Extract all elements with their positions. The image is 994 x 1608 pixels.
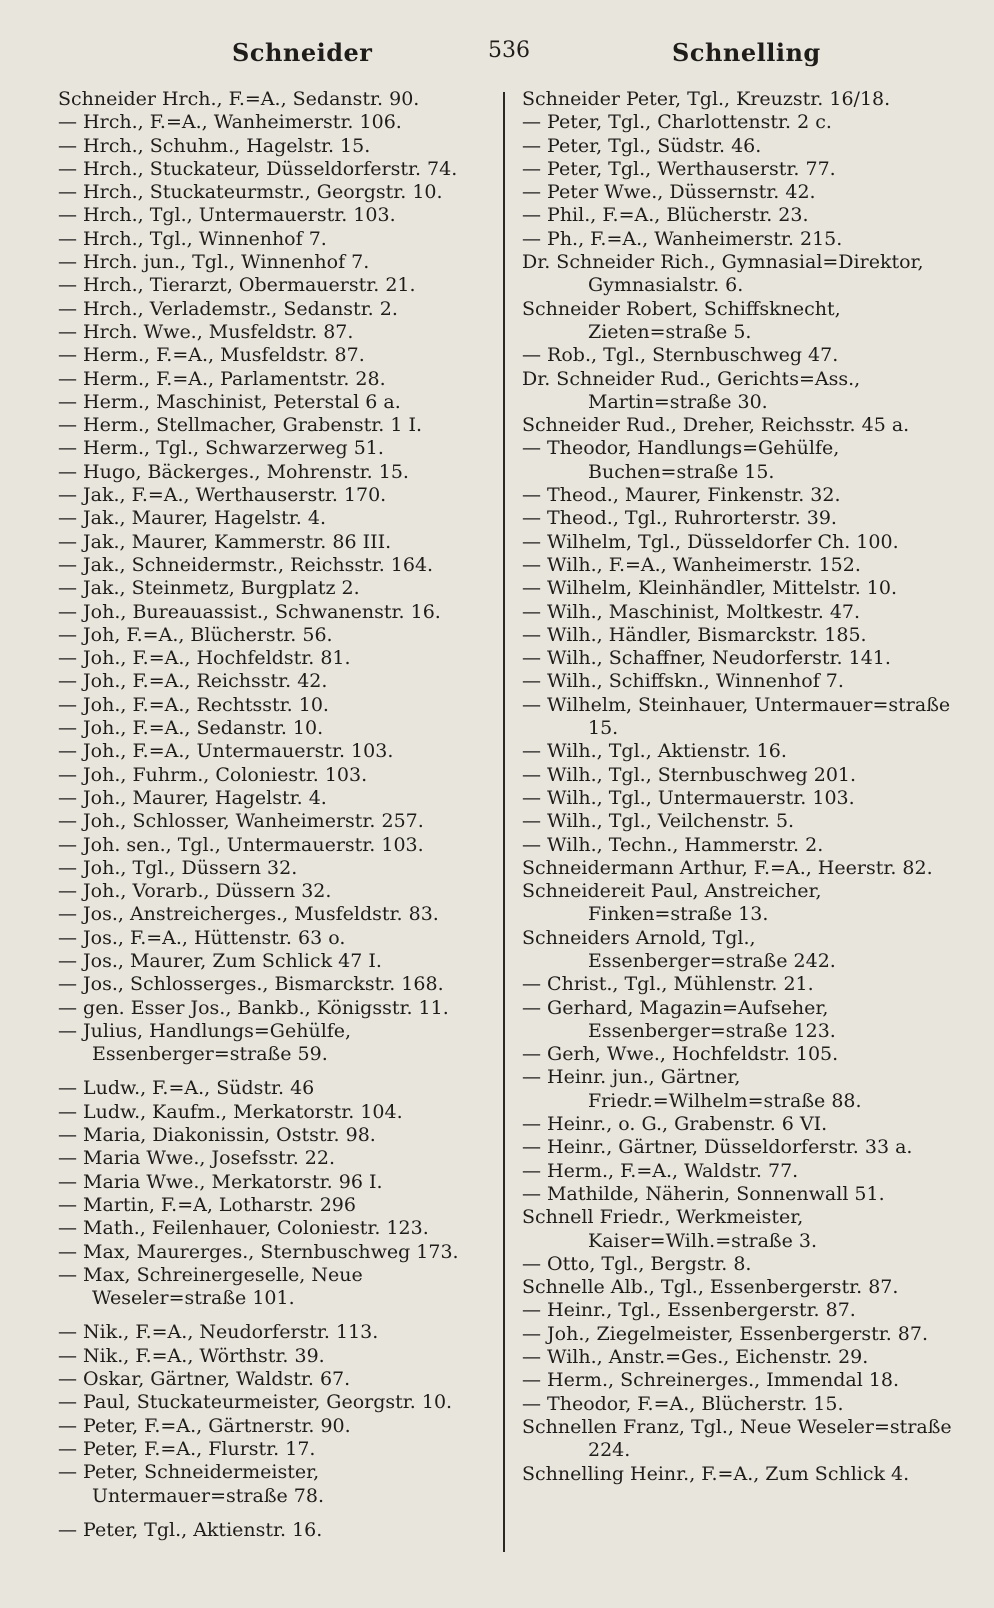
directory-entry: — Wilh., Tgl., Veilchenstr. 5. (522, 810, 795, 833)
directory-entry: — Joh., Ziegelmeister, Essenbergerstr. 87. (522, 1322, 929, 1345)
directory-entry: — Paul, Stuckateurmeister, Georgstr. 10. (58, 1391, 453, 1414)
directory-entry: — Maria Wwe., Josefsstr. 22. (58, 1147, 336, 1170)
directory-entry: Dr. Schneider Rich., Gymnasial=Direktor, Gymnasialstr. 6. (522, 251, 924, 297)
directory-entry: — Maria, Diakonissin, Oststr. 98. (58, 1124, 376, 1147)
directory-entry: — Wilh., F.=A., Wanheimerstr. 152. (522, 553, 861, 576)
directory-entry: — Joh. sen., Tgl., Untermauerstr. 103. (58, 833, 424, 856)
directory-entry: — Phil., F.=A., Blücherstr. 23. (522, 204, 809, 227)
directory-entry: — Gerh, Wwe., Hochfeldstr. 105. (522, 1043, 839, 1066)
directory-entry: — Jos., Anstreicherges., Musfeldstr. 83. (58, 903, 439, 926)
directory-entry: — Jos., F.=A., Hüttenstr. 63 o. (58, 926, 346, 949)
directory-entry: Schnell Friedr., Werkmeister, Kaiser=Wilh.=straße 3. (522, 1206, 818, 1252)
directory-entry: — Joh., Maurer, Hagelstr. 4. (58, 786, 327, 809)
directory-entry: — Herm., Maschinist, Peterstal 6 a. (58, 390, 401, 413)
directory-entry: — Hrch., Tgl., Untermauerstr. 103. (58, 204, 396, 227)
directory-entry: — Heinr., Gärtner, Düsseldorferstr. 33 a. (522, 1136, 913, 1159)
directory-entry: — Wilh., Händler, Bismarckstr. 185. (522, 623, 867, 646)
directory-entry: — Herm., Tgl., Schwarzerweg 51. (58, 437, 384, 460)
directory-entry: — Jak., Maurer, Hagelstr. 4. (58, 507, 327, 530)
directory-entry: — Peter, Tgl., Werthauserstr. 77. (522, 157, 836, 180)
directory-entry: — Joh, F.=A., Blücherstr. 56. (58, 623, 333, 646)
directory-entry: — Jos., Maurer, Zum Schlick 47 I. (58, 949, 382, 972)
directory-entry: — Wilh., Techn., Hammerstr. 2. (522, 833, 824, 856)
directory-entry: — Martin, F.=A, Lotharstr. 296 (58, 1193, 356, 1216)
directory-entry: Schneider Robert, Schiffsknecht, Zieten=straße 5. (522, 297, 841, 343)
directory-entry: — Herm., Stellmacher, Grabenstr. 1 I. (58, 414, 423, 437)
directory-entry: — Theod., Maurer, Finkenstr. 32. (522, 484, 841, 507)
directory-entry: — Wilh., Maschinist, Moltkestr. 47. (522, 600, 861, 623)
directory-entry: — Joh., Tgl., Düssern 32. (58, 856, 298, 879)
directory-entry: — Julius, Handlungs=Gehülfe, Essenberger=straße 59. (58, 1019, 352, 1066)
directory-entry: — Joh., Schlosser, Wanheimerstr. 257. (58, 810, 424, 833)
directory-entry: — Jos., Schlosserges., Bismarckstr. 168. (58, 973, 444, 996)
directory-entry: — Wilhelm, Tgl., Düsseldorfer Ch. 100. (522, 530, 899, 553)
directory-entry: — Joh., Vorarb., Düssern 32. (58, 880, 332, 903)
directory-entry: Schnellen Franz, Tgl., Neue Weseler=straße 224. (522, 1415, 952, 1462)
directory-entry: Schneider Peter, Tgl., Kreuzstr. 16/18. (522, 88, 891, 110)
right-column (522, 88, 952, 1486)
directory-entry: — Theodor, Handlungs=Gehülfe, Buchen=straße 15. (522, 437, 840, 483)
directory-entry: — Heinr. jun., Gärtner, Friedr.=Wilhelm=straße 88. (522, 1066, 862, 1112)
directory-entry: — Hrch. jun., Tgl., Winnenhof 7. (58, 251, 370, 274)
directory-entry: — Hrch., Tgl., Winnenhof 7. (58, 227, 327, 250)
directory-entry: — Wilhelm, Kleinhändler, Mittelstr. 10. (522, 577, 898, 600)
directory-entry: — Christ., Tgl., Mühlenstr. 21. (522, 973, 814, 996)
directory-entry: — Joh., Bureauassist., Schwanenstr. 16. (58, 600, 441, 623)
directory-entry: — Hrch., Stuckateur, Düsseldorferstr. 74. (58, 157, 458, 180)
directory-entry: — Peter, Tgl., Südstr. 46. (522, 134, 762, 157)
directory-entry: — Nik., F.=A., Neudorferstr. 113. (58, 1321, 379, 1344)
directory-entry: — Wilh., Schiffskn., Winnenhof 7. (522, 670, 844, 693)
directory-entry: — Peter Wwe., Düssernstr. 42. (522, 181, 816, 204)
directory-entry: — Joh., F.=A., Rechtsstr. 10. (58, 693, 329, 716)
directory-entry: — Wilh., Schaffner, Neudorferstr. 141. (522, 647, 891, 670)
directory-entry: — Wilh., Tgl., Untermauerstr. 103. (522, 786, 855, 809)
directory-entry: — Jak., Maurer, Kammerstr. 86 III. (58, 530, 392, 553)
directory-entry: — Joh., F.=A., Untermauerstr. 103. (58, 740, 394, 763)
directory-entry: — Ludw., Kaufm., Merkatorstr. 104. (58, 1100, 403, 1123)
directory-entry: — Peter, Tgl., Aktienstr. 16. (58, 1518, 323, 1541)
directory-entry: Dr. Schneider Rud., Gerichts=Ass., Martin=straße 30. (522, 367, 861, 413)
directory-entry: — Heinr., o. G., Grabenstr. 6 VI. (522, 1113, 828, 1136)
directory-entry: — Peter, F.=A., Flurstr. 17. (58, 1437, 316, 1460)
directory-entry: — Herm., F.=A., Parlamentstr. 28. (58, 367, 386, 390)
directory-entry: — Hrch., F.=A., Wanheimerstr. 106. (58, 111, 402, 134)
directory-entry: — Hrch., Verlademstr., Sedanstr. 2. (58, 297, 398, 320)
directory-entry: — Rob., Tgl., Sternbuschweg 47. (522, 344, 839, 367)
directory-entry: — Gerhard, Magazin=Aufseher, Essenberger=straße 123. (522, 996, 836, 1042)
directory-entry: — Joh., Fuhrm., Coloniestr. 103. (58, 763, 368, 786)
directory-entry: — Peter, Tgl., Charlottenstr. 2 c. (522, 111, 832, 134)
directory-entry: — Herm., F.=A., Waldstr. 77. (522, 1159, 799, 1182)
directory-entry: — Hrch., Schuhm., Hagelstr. 15. (58, 134, 371, 157)
directory-entry: — Wilhelm, Steinhauer, Untermauer=straße 15. (522, 693, 951, 740)
column-divider (503, 92, 505, 1552)
directory-entry: Schneidereit Paul, Anstreicher, Finken=straße 13. (522, 880, 822, 926)
directory-entry: — Jak., Steinmetz, Burgplatz 2. (58, 577, 360, 600)
directory-entry: — Peter, Schneidermeister, Untermauer=straße 78. (58, 1461, 325, 1507)
directory-entry: — Hrch. Wwe., Musfeldstr. 87. (58, 320, 354, 343)
left-column (58, 88, 490, 1542)
directory-entry: — Joh., F.=A., Sedanstr. 10. (58, 717, 324, 740)
directory-entry: — Joh., F.=A., Hochfeldstr. 81. (58, 647, 351, 670)
directory-entry: Schneider Hrch., F.=A., Sedanstr. 90. (58, 88, 420, 110)
directory-entry: Schneider Rud., Dreher, Reichsstr. 45 a. (522, 414, 910, 437)
directory-entry: Schneiders Arnold, Tgl., Essenberger=straße 242. (522, 926, 836, 972)
directory-entry: — Herm., Schreinerges., Immendal 18. (522, 1369, 900, 1392)
directory-entry: — Heinr., Tgl., Essenbergerstr. 87. (522, 1299, 856, 1322)
directory-entry: — gen. Esser Jos., Bankb., Königsstr. 11. (58, 996, 449, 1019)
directory-entry: — Wilh., Anstr.=Ges., Eichenstr. 29. (522, 1346, 869, 1369)
page-header (0, 38, 994, 78)
directory-entry: — Joh., F.=A., Reichsstr. 42. (58, 670, 328, 693)
directory-entry: — Peter, F.=A., Gärtnerstr. 90. (58, 1414, 351, 1437)
directory-entry: — Max, Schreinergeselle, Neue Weseler=straße 101. (58, 1263, 363, 1310)
directory-entry: — Jak., F.=A., Werthauserstr. 170. (58, 484, 387, 507)
page-number: 536 (488, 38, 530, 63)
directory-entry: — Hrch., Tierarzt, Obermauerstr. 21. (58, 274, 416, 297)
directory-entry: — Theod., Tgl., Ruhrorterstr. 39. (522, 507, 837, 530)
directory-entry: Schnelle Alb., Tgl., Essenbergerstr. 87. (522, 1276, 899, 1299)
directory-entry: — Mathilde, Näherin, Sonnenwall 51. (522, 1182, 885, 1205)
directory-entry: — Hugo, Bäckerges., Mohrenstr. 15. (58, 460, 409, 483)
directory-entry: Schnelling Heinr., F.=A., Zum Schlick 4. (522, 1462, 910, 1485)
directory-entry: — Ph., F.=A., Wanheimerstr. 215. (522, 227, 843, 250)
directory-entry: — Maria Wwe., Merkatorstr. 96 I. (58, 1170, 383, 1193)
running-head-right: Schnelling (672, 38, 821, 67)
running-head-left: Schneider (232, 38, 373, 67)
directory-entry: — Max, Maurerges., Sternbuschweg 173. (58, 1240, 459, 1263)
directory-entry: — Theodor, F.=A., Blücherstr. 15. (522, 1392, 844, 1415)
directory-entry: — Math., Feilenhauer, Coloniestr. 123. (58, 1217, 429, 1240)
directory-entry: — Wilh., Tgl., Sternbuschweg 201. (522, 763, 857, 786)
directory-entry: — Wilh., Tgl., Aktienstr. 16. (522, 740, 787, 763)
directory-entry: — Ludw., F.=A., Südstr. 46 (58, 1077, 315, 1100)
directory-entry: — Hrch., Stuckateurmstr., Georgstr. 10. (58, 181, 443, 204)
directory-entry: — Jak., Schneidermstr., Reichsstr. 164. (58, 553, 434, 576)
directory-entry: — Herm., F.=A., Musfeldstr. 87. (58, 344, 365, 367)
directory-entry: — Oskar, Gärtner, Waldstr. 67. (58, 1368, 351, 1391)
directory-entry: — Otto, Tgl., Bergstr. 8. (522, 1252, 752, 1275)
directory-entry: — Nik., F.=A., Wörthstr. 39. (58, 1344, 325, 1367)
directory-entry: Schneidermann Arthur, F.=A., Heerstr. 82. (522, 856, 933, 879)
